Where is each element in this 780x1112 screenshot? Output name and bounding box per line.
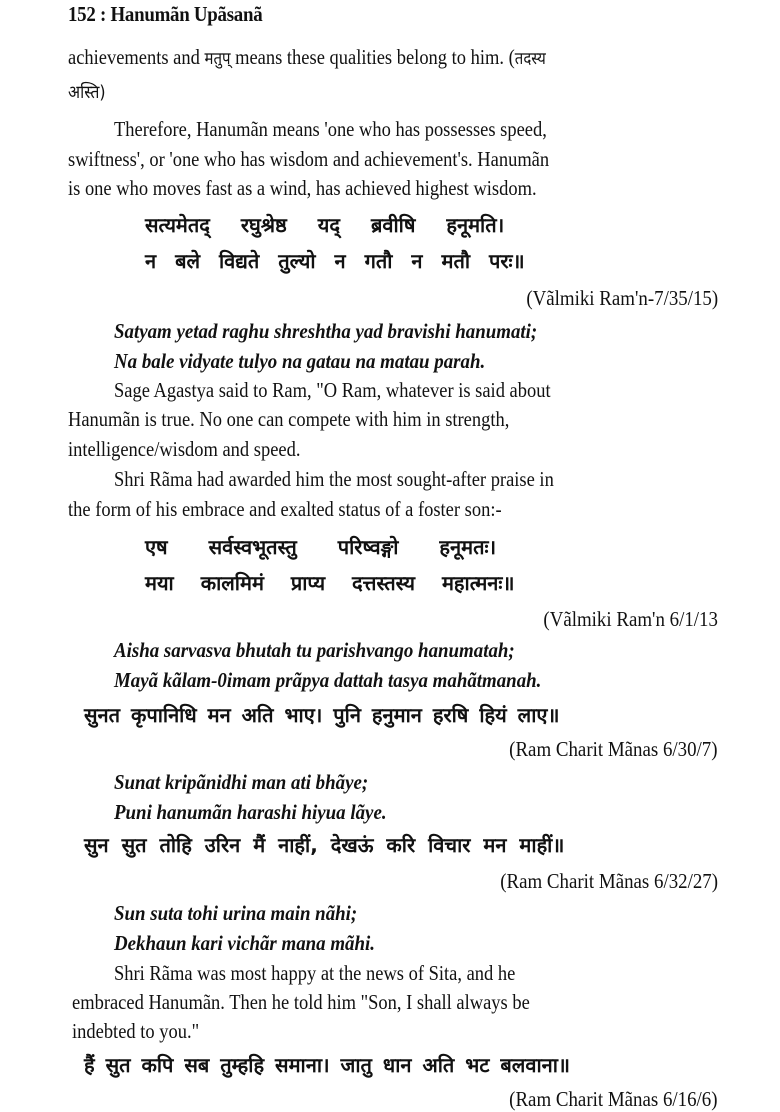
transliteration-line: Dekhaun kari vichãr mana mãhi. xyxy=(114,931,375,955)
paragraph-line: Shri Rãma had awarded him the most sought-after praise in xyxy=(114,467,554,491)
paragraph-line: Hanumãn is true. No one can compete with him in strength, xyxy=(68,407,510,431)
paragraph-line: indebted to you." xyxy=(72,1019,200,1043)
page-header: 152 : Hanumãn Upãsanã xyxy=(68,2,263,26)
paragraph-line: Therefore, Hanumãn means 'one who has possesses speed, xyxy=(114,117,547,141)
verse-citation: (Ram Charit Mãnas 6/32/27) xyxy=(500,869,718,893)
text-fragment: means these qualities belong to him. ( xyxy=(230,45,515,69)
paragraph-line: swiftness', or 'one who has wisdom and achievement's. Hanumãn xyxy=(68,147,550,171)
paragraph-line: Shri Rãma was most happy at the news of Sita, and he xyxy=(114,961,516,985)
transliteration-line: Mayã kãlam-0imam prãpya dattah tasya mahãtmanah. xyxy=(114,668,542,692)
paragraph-line: intelligence/wisdom and speed. xyxy=(68,437,301,461)
hindi-verse-line: सुनत कृपानिधि मन अति भाए। पुनि हनुमान हरषि हियं लाए॥ xyxy=(84,703,560,727)
transliteration-line: Sunat kripãnidhi man ati bhãye; xyxy=(114,770,369,794)
text-fragment: achievements and xyxy=(68,45,205,69)
verse-citation: (Ram Charit Mãnas 6/16/6) xyxy=(509,1087,718,1111)
sanskrit-verse-line: सत्यमेतद् रघुश्रेष्ठ यद् ब्रवीषि हनूमति। xyxy=(145,213,505,237)
verse-citation: (Vãlmiki Ram'n-7/35/15) xyxy=(526,286,718,310)
devanagari-term: मतुप् xyxy=(204,49,231,69)
paragraph-line: Sage Agastya said to Ram, "O Ram, whatever is said about xyxy=(114,378,551,402)
transliteration-line: Na bale vidyate tulyo na gatau na matau parah. xyxy=(114,349,486,373)
sanskrit-verse-line: मया कालमिमं प्राप्य दत्तस्तस्य महात्मनः॥ xyxy=(145,571,515,595)
verse-citation: (Ram Charit Mãnas 6/30/7) xyxy=(509,737,718,761)
sanskrit-verse-line: एष सर्वस्वभूतस्तु परिष्वङ्गो हनूमतः। xyxy=(145,535,497,559)
paragraph-line: the form of his embrace and exalted status of a foster son:- xyxy=(68,497,502,521)
verse-citation: (Vãlmiki Ram'n 6/1/13 xyxy=(543,607,718,631)
hindi-verse-line: सुन सुत तोहि उरिन मैं नाहीं, देखऊं करि विचार मन माहीं॥ xyxy=(84,833,565,857)
paragraph-line xyxy=(68,44,546,72)
transliteration-line: Satyam yetad raghu shreshtha yad bravishi hanumati; xyxy=(114,319,538,343)
sanskrit-verse-line: न बले विद्यते तुल्यो न गतौ न मतौ परः॥ xyxy=(145,249,525,273)
paragraph-line: अस्ति) xyxy=(68,82,106,103)
devanagari-term: तदस्य xyxy=(514,49,546,69)
paragraph-line: is one who moves fast as a wind, has achieved highest wisdom. xyxy=(68,176,537,200)
transliteration-line: Sun suta tohi urina main nãhi; xyxy=(114,901,358,925)
transliteration-line: Puni hanumãn harashi hiyua lãye. xyxy=(114,800,387,824)
hindi-verse-line: हैं सुत कपि सब तुम्हहि समाना। जातु धान अति भट बलवाना॥ xyxy=(84,1053,570,1077)
paragraph-line: embraced Hanumãn. Then he told him "Son, I shall always be xyxy=(72,990,530,1014)
transliteration-line: Aisha sarvasva bhutah tu parishvango hanumatah; xyxy=(114,638,515,662)
